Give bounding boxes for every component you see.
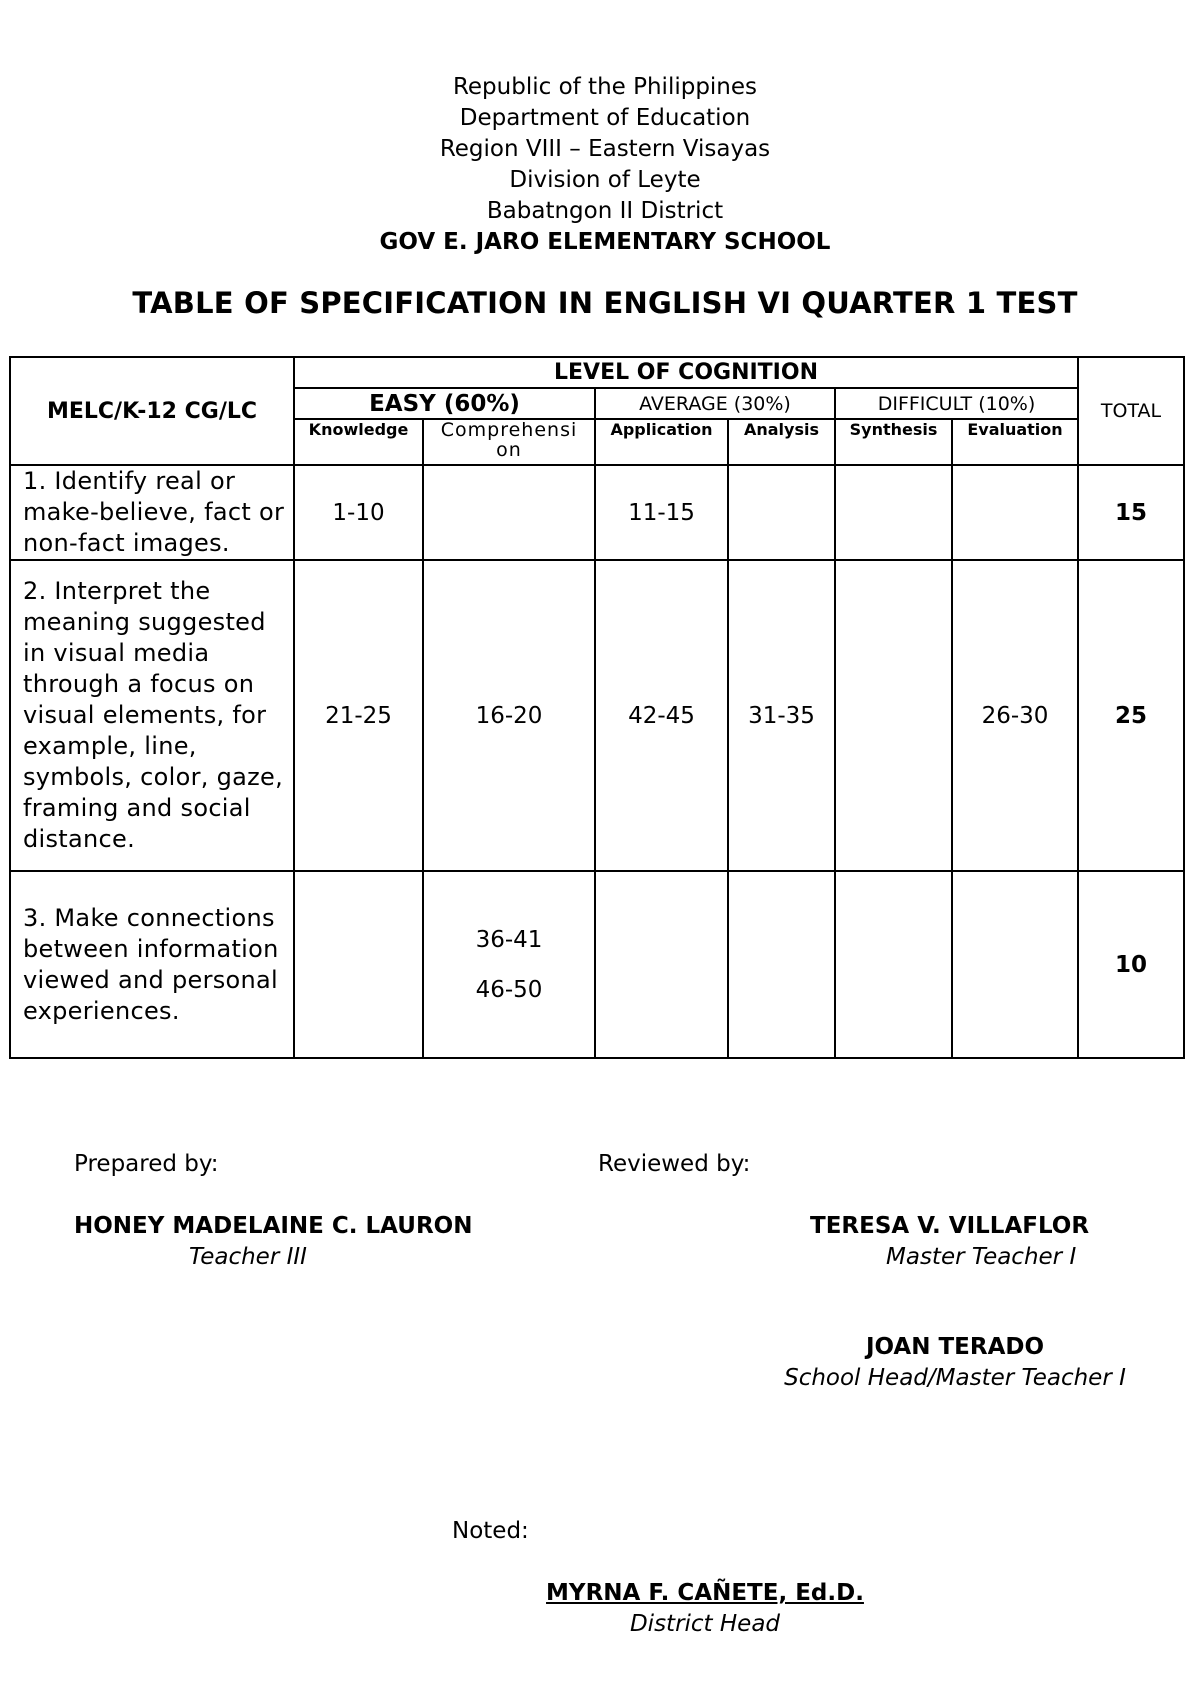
header-line: Babatngon II District — [486, 198, 724, 224]
header-line: Republic of the Philippines — [452, 74, 758, 100]
prepared-by-block — [74, 1211, 472, 1273]
header-line: Department of Education — [459, 105, 751, 131]
comprehension-cell — [423, 871, 595, 1058]
comprehension-cell — [423, 465, 595, 560]
school-head-block — [768, 1332, 1142, 1394]
level-analysis: Analysis — [728, 419, 835, 465]
table-row — [10, 871, 1184, 1058]
comprehension-item: 36-41 — [475, 926, 543, 953]
synthesis-cell — [835, 465, 952, 560]
evaluation-cell — [952, 465, 1078, 560]
school-name: GOV E. JARO ELEMENTARY SCHOOL — [379, 229, 831, 255]
noted-block — [535, 1578, 875, 1640]
total-header: TOTAL — [1078, 357, 1184, 465]
competency-cell: 3. Make connections between information viewed and personal experiences. — [10, 871, 294, 1058]
analysis-cell — [728, 465, 835, 560]
row-total: 10 — [1078, 871, 1184, 1058]
level-comprehension: Comprehension — [440, 419, 578, 461]
synthesis-cell — [835, 871, 952, 1058]
row-total: 25 — [1078, 560, 1184, 871]
comprehension-item: 46-50 — [475, 976, 543, 1003]
row-total: 15 — [1078, 465, 1184, 560]
synthesis-cell — [835, 560, 952, 871]
school-head-role: School Head/Master Teacher I — [784, 1365, 1126, 1391]
document-title: TABLE OF SPECIFICATION IN ENGLISH VI QUARTER 1 TEST — [132, 286, 1078, 320]
application-cell: 42-45 — [595, 560, 728, 871]
analysis-cell — [728, 871, 835, 1058]
group-difficult: DIFFICULT (10%) — [835, 388, 1078, 419]
header-line: Division of Leyte — [509, 167, 701, 193]
melc-header: MELC/K-12 CG/LC — [10, 357, 294, 465]
level-synthesis: Synthesis — [835, 419, 952, 465]
reviewer-role: Master Teacher I — [886, 1244, 1077, 1270]
reviewer-name: TERESA V. VILLAFLOR — [810, 1213, 1090, 1239]
knowledge-cell — [294, 871, 423, 1058]
table-row — [10, 560, 1184, 871]
level-comprehension-cell — [423, 419, 595, 465]
evaluation-cell — [952, 871, 1078, 1058]
knowledge-cell: 1-10 — [294, 465, 423, 560]
application-cell — [595, 871, 728, 1058]
comprehension-cell: 16-20 — [423, 560, 595, 871]
specification-table — [9, 356, 1185, 1059]
preparer-name: HONEY MADELAINE C. LAURON — [74, 1213, 473, 1239]
competency-cell: 1. Identify real or make-believe, fact or non-fact images. — [10, 465, 294, 560]
noted-label: Noted: — [452, 1518, 529, 1544]
school-head-name: JOAN TERADO — [865, 1334, 1045, 1360]
level-evaluation: Evaluation — [952, 419, 1078, 465]
application-cell: 11-15 — [595, 465, 728, 560]
preparer-role: Teacher III — [189, 1244, 307, 1270]
district-head-role: District Head — [629, 1611, 781, 1637]
header-line: Region VIII – Eastern Visayas — [439, 136, 771, 162]
analysis-cell: 31-35 — [728, 560, 835, 871]
level-knowledge: Knowledge — [294, 419, 423, 465]
level-application: Application — [595, 419, 728, 465]
evaluation-cell: 26-30 — [952, 560, 1078, 871]
cognition-header: LEVEL OF COGNITION — [294, 357, 1078, 388]
reviewed-by-block — [810, 1211, 1089, 1273]
reviewed-by-label: Reviewed by: — [598, 1151, 751, 1177]
district-head-name: MYRNA F. CAÑETE, Ed.D. — [546, 1580, 864, 1606]
group-easy: EASY (60%) — [294, 388, 595, 419]
group-average: AVERAGE (30%) — [595, 388, 835, 419]
prepared-by-label: Prepared by: — [74, 1151, 219, 1177]
letterhead — [0, 72, 1200, 258]
knowledge-cell: 21-25 — [294, 560, 423, 871]
competency-cell: 2. Interpret the meaning suggested in visual media through a focus on visual elements, for example, line, symbols, color, gaze, framing and social distance. — [10, 560, 294, 871]
table-row — [10, 465, 1184, 560]
